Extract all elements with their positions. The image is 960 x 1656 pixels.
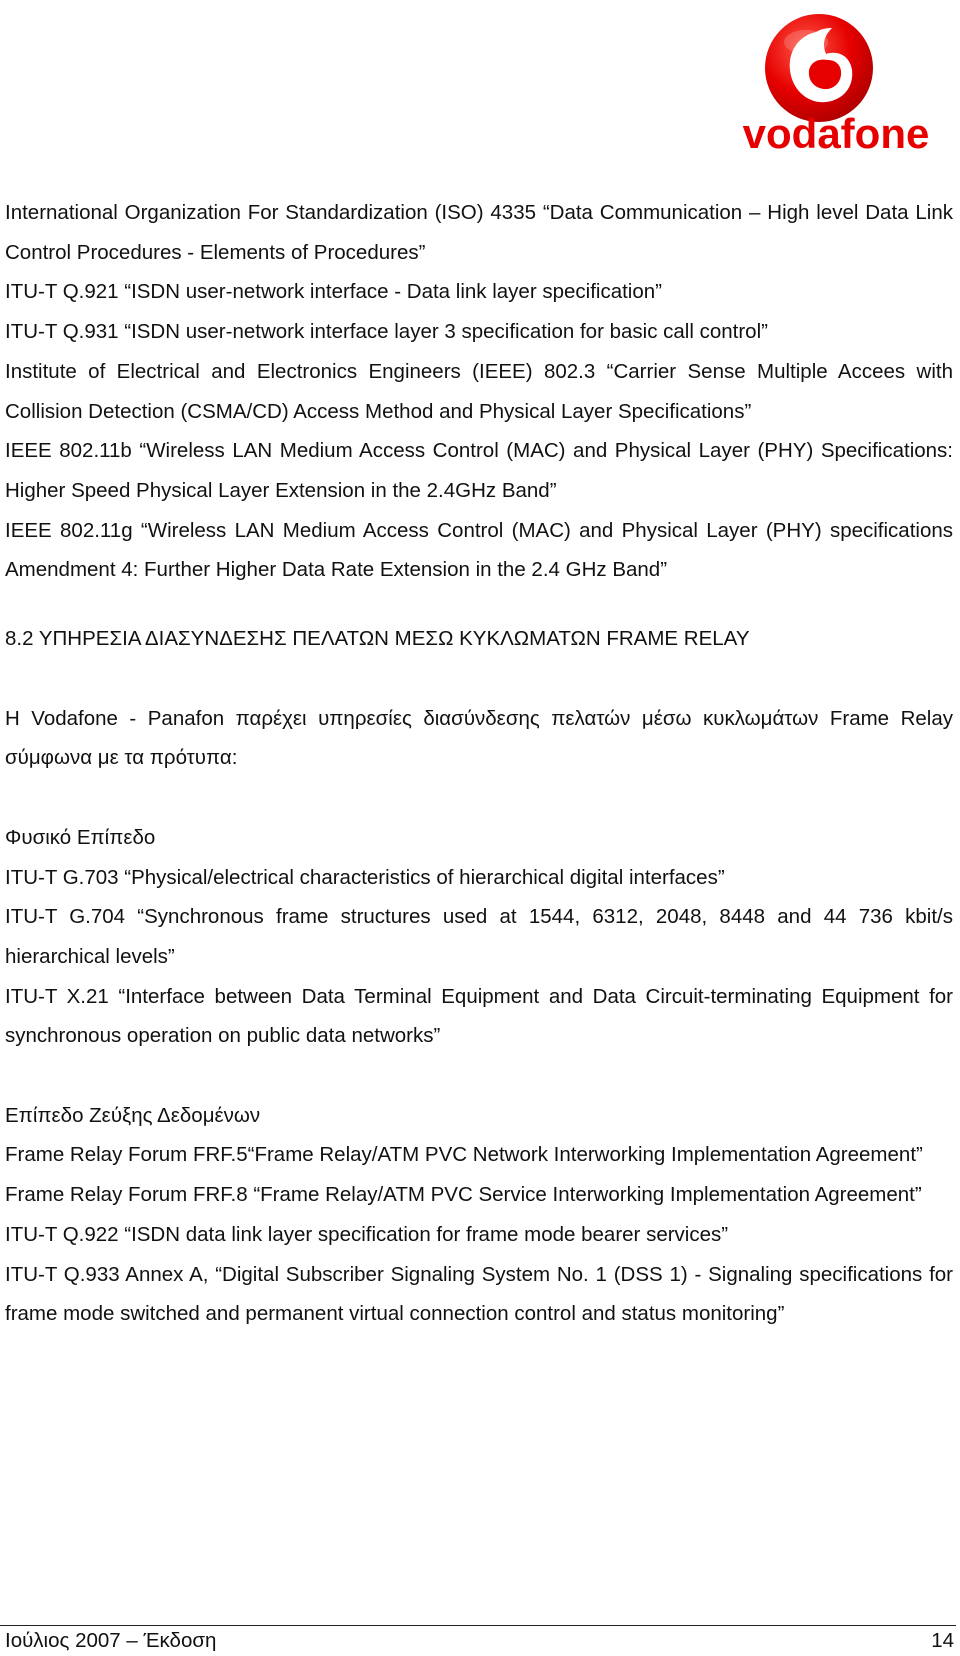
section-heading: 8.2 ΥΠΗΡΕΣΙΑ ΔΙΑΣΥΝΔΕΣΗΣ ΠΕΛΑΤΩΝ ΜΕΣΩ ΚΥΚΛΩΜΑΤΩΝ FRAME RELAY: [5, 627, 750, 651]
document-body: [5, 193, 953, 1334]
page-number: 14: [931, 1629, 954, 1652]
data-link-layer-item: Frame Relay Forum FRF.8 “Frame Relay/ATM PVC Service Interworking Implementation Agreement”: [5, 1183, 922, 1207]
reference-item: IEEE 802.11b “Wireless LAN Medium Access Control (MAC) and Physical Layer (PHY) Specifications: Higher Speed Physical Layer Extension in the 2.4GHz Band”: [5, 439, 953, 502]
footer-edition: Ιούλιος 2007 – Έκδοση: [5, 1629, 217, 1652]
reference-item: ITU-T Q.921 “ISDN user-network interface - Data link layer specification”: [5, 280, 662, 304]
physical-layer-item: ITU-T X.21 “Interface between Data Terminal Equipment and Data Circuit-terminating Equipment for synchronous operation on public data networks”: [5, 984, 953, 1048]
data-link-layer-item: ITU-T Q.933 Annex A, “Digital Subscriber Signaling System No. 1 (DSS 1) - Signaling specifications for frame mode switched and permanent virtual connection control and status monitoring”: [5, 1262, 953, 1326]
reference-item: IEEE 802.11g “Wireless LAN Medium Access Control (MAC) and Physical Layer (PHY) specifications Amendment 4: Further Higher Data Rate Extension in the 2.4 GHz Band”: [5, 518, 953, 582]
data-link-layer-item: ITU-T Q.922 “ISDN data link layer specification for frame mode bearer services”: [5, 1222, 729, 1246]
logo-wordmark: vodafone: [742, 110, 930, 157]
reference-item: ITU-T Q.931 “ISDN user-network interface layer 3 specification for basic call control”: [5, 320, 768, 344]
spacer: [5, 590, 953, 619]
subsection-title-data-link: Επίπεδο Ζεύξης Δεδομένων: [5, 1103, 261, 1127]
footer-divider: [0, 1625, 956, 1626]
spacer: [5, 778, 953, 818]
reference-item: Institute of Electrical and Electronics Engineers (IEEE) 802.3 “Carrier Sense Multiple Accees with Collision Detection (CSMA/CD) Access Method and Physical Layer Specifications”: [5, 359, 953, 423]
spacer: [5, 659, 953, 699]
vodafone-logo: [728, 8, 944, 158]
physical-layer-item: ITU-T G.703 “Physical/electrical characteristics of hierarchical digital interfaces”: [5, 865, 725, 889]
subsection-title-physical: Φυσικό Επίπεδο: [5, 825, 156, 849]
physical-layer-item: ITU-T G.704 “Synchronous frame structures used at 1544, 6312, 2048, 8448 and 44 736 kbit/s hierarchical levels”: [5, 905, 953, 968]
section-intro: Η Vodafone - Panafon παρέχει υπηρεσίες διασύνδεσης πελατών μέσω κυκλωμάτων Frame Relay σύμφωνα με τα πρότυπα:: [5, 706, 953, 770]
spacer: [5, 1056, 953, 1096]
data-link-layer-item: Frame Relay Forum FRF.5“Frame Relay/ATM PVC Network Interworking Implementation Agreement”: [5, 1143, 923, 1167]
reference-item: International Organization For Standardization (ISO) 4335 “Data Communication – High level Data Link Control Procedures - Elements of Procedures”: [5, 201, 953, 264]
